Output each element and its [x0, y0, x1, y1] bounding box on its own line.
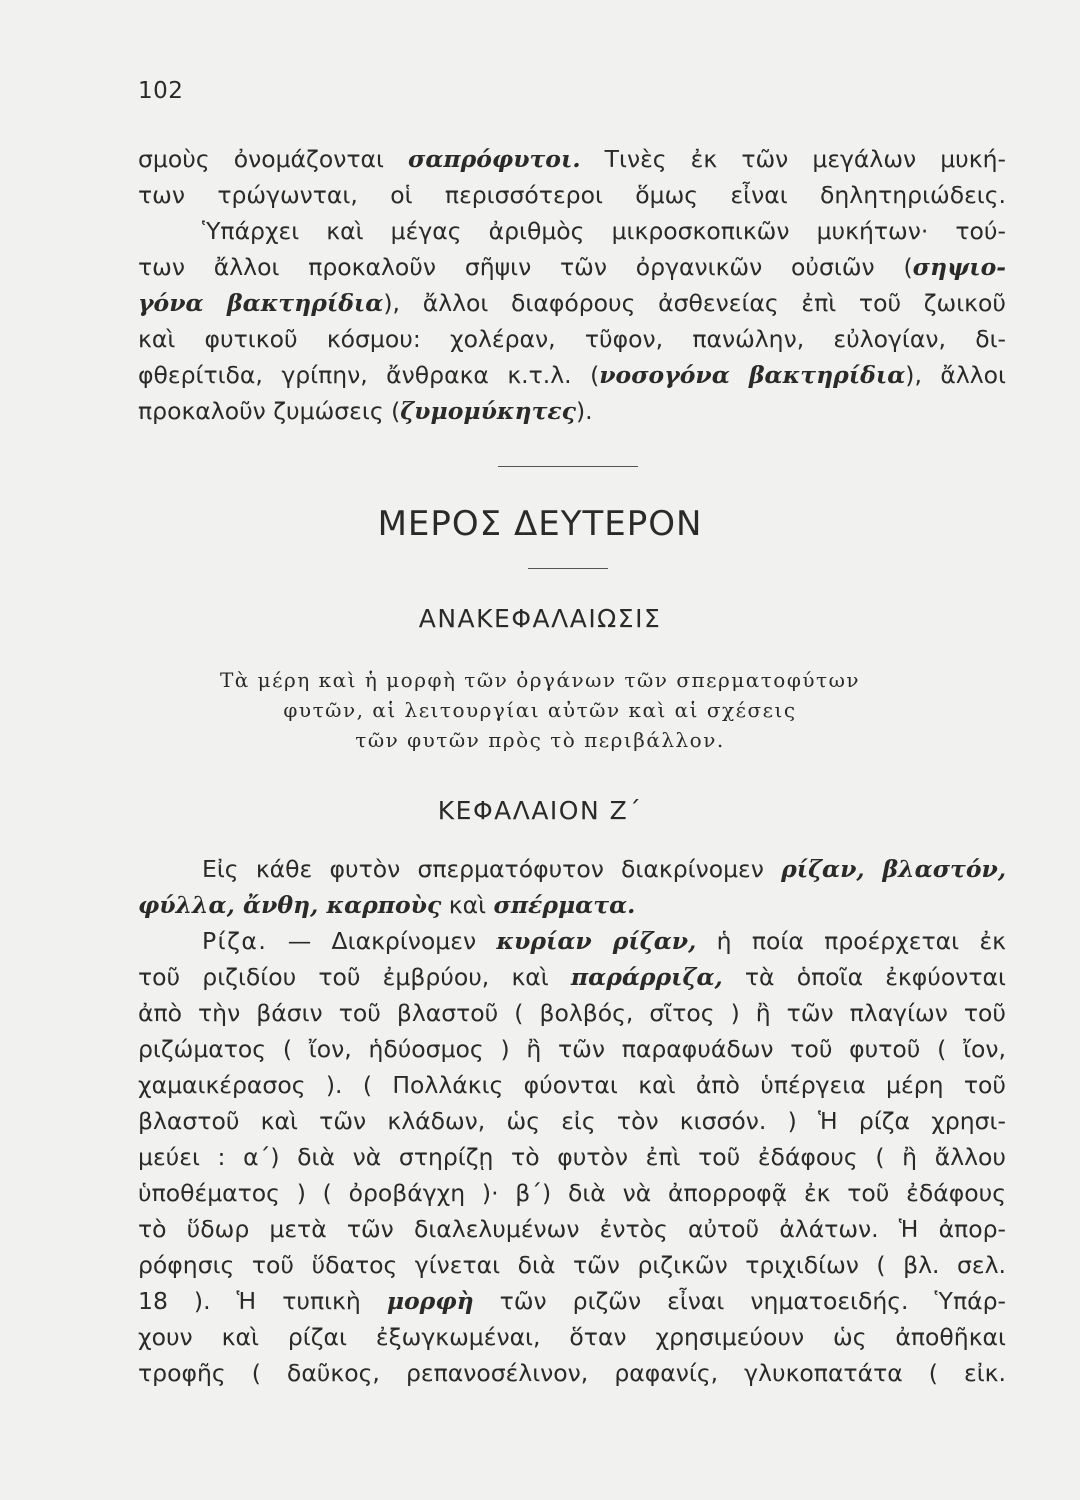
text-line: των ἄλλοι προκαλοῦν σῆψιν τῶν ὀργανικῶν οὐσιῶν (σηψιο- [138, 253, 1006, 281]
text-line: γόνα βακτηρίδια), ἄλλοι διαφόρους ἀσθενείας ἐπὶ τοῦ ζωικοῦ [138, 289, 1006, 317]
text-line: ριζώματος ( ἴον, ἡδύοσμος ) ἢ τῶν παραφυάδων τοῦ φυτοῦ ( ἴον, [138, 1035, 1006, 1063]
text-line: Εἰς κάθε φυτὸν σπερματόφυτον διακρίνομεν ρίζαν, βλαστόν, [202, 855, 1006, 883]
title-divider [528, 568, 608, 569]
page-number: 102 [138, 78, 184, 104]
section-lead: Ρίζα. [202, 927, 268, 955]
text-line: χουν καὶ ρίζαι ἐξωγκωμέναι, ὅταν χρησιμεύουν ὡς ἀποθῆκαι [138, 1323, 1006, 1351]
part-title: ΜΕΡΟΣ ΔΕΥΤΕΡΟΝ [377, 504, 703, 544]
text-line: τροφῆς ( δαῦκος, ρεπανοσέλινον, ραφανίς, γλυκοπατάτα ( εἰκ. [138, 1359, 1006, 1387]
text-line: σμοὺς ὀνομάζονται σαπρόφυτοι. Τινὲς ἐκ τῶν μεγάλων μυκή- [138, 145, 1006, 173]
subtitle-line: Τὰ μέρη καὶ ἡ μορφὴ τῶν ὀργάνων τῶν σπερματοφύτων [219, 668, 861, 692]
subtitle-line: τῶν φυτῶν πρὸς τὸ περιβάλλον. [355, 728, 725, 752]
subtitle-line: φυτῶν, αἱ λειτουργίαι αὐτῶν καὶ αἱ σχέσεις [283, 698, 797, 722]
text-line: Ρίζα. — Διακρίνομεν κυρίαν ρίζαν, ἡ ποία προέρχεται ἐκ [202, 927, 1006, 955]
text-line: μεύει : α΄) διὰ νὰ στηρίζῃ τὸ φυτὸν ἐπὶ τοῦ ἐδάφους ( ἢ ἄλλου [138, 1143, 1006, 1171]
text-line: χαμαικέρασος ). ( Πολλάκις φύονται καὶ ἀπὸ ὑπέργεια μέρη τοῦ [138, 1071, 1006, 1099]
recap-title: ΑΝΑΚΕΦΑΛΑΙΩΣΙΣ [418, 604, 662, 633]
text-line: βλαστοῦ καὶ τῶν κλάδων, ὡς εἰς τὸν κισσόν. ) Ἡ ρίζα χρησι- [138, 1107, 1006, 1135]
text-line: Ὑπάρχει καὶ μέγας ἀριθμὸς μικροσκοπικῶν μυκήτων· τού- [202, 217, 1006, 245]
chapter-title: ΚΕΦΑΛΑΙΟΝ Ζ΄ [437, 796, 643, 825]
text-line: τοῦ ριζιδίου τοῦ ἐμβρύου, καὶ παράρριζα, τὰ ὁποῖα ἐκφύονται [138, 963, 1006, 991]
text-line: τὸ ὕδωρ μετὰ τῶν διαλελυμένων ἐντὸς αὐτοῦ ἀλάτων. Ἡ ἀπορ- [138, 1215, 1006, 1243]
text-line: καὶ φυτικοῦ κόσμου: χολέραν, τῦφον, πανώλην, εὐλογίαν, δι- [138, 325, 1006, 353]
text-line: ἀπὸ τὴν βάσιν τοῦ βλαστοῦ ( βολβός, σῖτος ) ἢ τῶν πλαγίων τοῦ [138, 999, 1006, 1027]
text-line: των τρώγωνται, οἱ περισσότεροι ὅμως εἶναι δηλητηριώδεις. [138, 181, 1006, 209]
text-line: ρόφησις τοῦ ὕδατος γίνεται διὰ τῶν ριζικῶν τριχιδίων ( βλ. σελ. [138, 1251, 1006, 1279]
text-line: προκαλοῦν ζυμώσεις (ζυμομύκητες). [138, 397, 593, 425]
section-divider [498, 466, 638, 467]
text-line: φθερίτιδα, γρίπην, ἄνθρακα κ.τ.λ. (νοσογόνα βακτηρίδια), ἄλλοι [138, 361, 1006, 389]
text-line: φύλλα, ἄνθη, καρποὺς καὶ σπέρματα. [138, 891, 636, 919]
text-line: ὑποθέματος ) ( ὀροβάγχη )· β΄) διὰ νὰ ἀπορροφᾷ ἐκ τοῦ ἐδάφους [138, 1179, 1006, 1207]
text-line: 18 ). Ἡ τυπικὴ μορφὴ τῶν ριζῶν εἶναι νηματοειδής. Ὑπάρ- [138, 1287, 1006, 1315]
